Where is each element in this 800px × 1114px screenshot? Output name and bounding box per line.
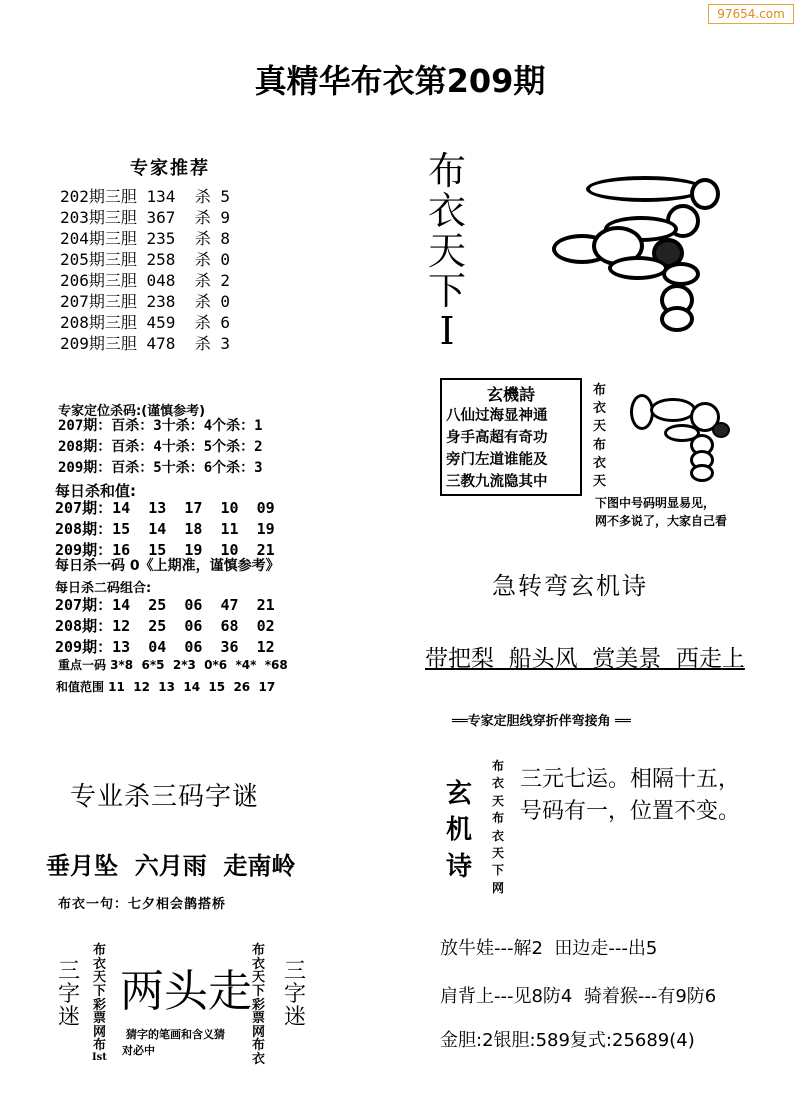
expert-line: ══专家定胆线穿折伴弯接角 ══ [452,714,631,729]
label-char: 字 [58,982,81,1008]
v-char: 网 [492,880,505,895]
expert-heading: 专家推荐 [130,158,210,179]
v-char: 衣 [593,401,607,417]
tianxia-char: I [439,308,455,353]
site-watermark: 97654.com [708,4,794,24]
expert-row: 207期三胆 238 杀 0 [60,292,230,311]
expert-row: 208期三胆 459 杀 6 [60,313,230,332]
expert-row: 203期三胆 367 杀 9 [60,208,230,227]
expert-row: 204期三胆 235 杀 8 [60,229,230,248]
note-line: 网不多说了，大家自己看 [595,514,728,528]
figure-ring-icon [608,256,668,280]
position-kill-heading: 专家定位杀码:(谨慎参考) [58,404,206,419]
tips-line: 金胆:2银胆:589复式:25689(4) [440,1030,695,1051]
expert-row: 202期三胆 134 杀 5 [60,187,230,206]
v-char: 天 [252,970,266,986]
tips-line: 放牛娃---解2 田边走---出5 [440,938,658,959]
daily-sum-row: 207期：14 13 17 10 09 [55,499,275,517]
v-char: 天 [92,970,106,986]
hint-line: 猜字的笔画和含义猜 [126,1028,225,1041]
three-char-label-right [284,960,306,1029]
label-char: 迷 [58,1005,81,1031]
daily-sum-row: 208期：15 14 18 11 19 [55,520,275,538]
tianxia-char: 衣 [428,188,467,233]
poem-line: 旁门左道谁能及 [446,451,548,468]
daily-two-row: 209期：13 04 06 36 12 [55,638,275,656]
v-char: 彩 [252,997,266,1013]
poem1-box [440,378,582,496]
label-char: 字 [284,982,307,1008]
v-char: 布 [252,1038,266,1054]
page-title: 真精华布衣第209期 [254,62,546,100]
label-char: 三 [58,959,81,984]
label-char: 诗 [446,851,473,882]
v-char: 衣 [252,956,266,972]
hint-line: 对必中 [122,1044,155,1057]
poem-line: 八仙过海显神通 [446,407,548,424]
tianxia-char: 下 [428,268,467,313]
v-char: 衣 [92,956,106,972]
note-char: 下 [595,496,608,510]
note-line: 图中号码明显易见， [607,496,716,510]
v-char: 衣 [252,1052,266,1068]
daily-two-list [55,595,275,658]
v-char: 布 [92,943,106,958]
daily-two-row: 207期：14 25 06 47 21 [55,596,275,614]
position-kill-row: 209期：百杀：5十杀：6个杀：3 [58,460,263,476]
poem2-side-caption [492,758,504,897]
v-char: 彩 [92,997,106,1013]
tianxia-char: 布 [428,149,467,193]
v-char: 布 [593,383,607,398]
poem2-line: 号码有一，位置不变。 [520,799,741,824]
expert-row: 209期三胆 478 杀 3 [60,334,230,353]
number-figure-2 [626,388,736,478]
v-char: Ist [92,1052,107,1064]
poem1-lines [442,405,580,493]
riddle-heading: 专业杀三码字谜 [70,782,260,812]
figure-note [595,494,715,511]
daily-sum-heading: 每日杀和值: [55,482,136,500]
position-kill-list [58,416,263,479]
daily-sum-list [55,498,275,561]
v-char: 天 [593,473,607,489]
expert-row: 205期三胆 258 杀 0 [60,250,230,269]
v-char: 布 [492,811,505,826]
figure-ring-icon [690,178,720,210]
v-char: 网 [92,1024,106,1040]
daily-sum-row: 209期：16 15 19 10 21 [55,541,275,559]
v-char: 天 [492,845,505,860]
v-char: 下 [92,983,106,999]
three-char-label-left [58,960,80,1029]
daily-one-kill: 每日杀一码 0《上期准，谨慎参考》 [55,558,280,574]
sum-range: 和值范围 11 12 13 14 15 26 17 [56,680,276,694]
figure-ring-icon [660,306,694,332]
tianxia-char: 天 [428,228,467,273]
v-char: 布 [92,1038,106,1054]
v-char: 下 [252,983,266,999]
v-char: 票 [252,1011,266,1027]
daily-two-row: 208期：12 25 06 68 02 [55,617,275,635]
v-char: 网 [252,1024,266,1040]
v-char: 票 [92,1011,106,1027]
sharp-turn-text: 带把梨 船头风 赏美景 西走上 [425,646,745,672]
big-word: 两头走 [120,966,252,1017]
riddle-subline: 布衣一句：七夕相会鹊搭桥 [58,897,227,912]
riddle-text: 垂月坠 六月雨 走南岭 [46,852,296,880]
daily-two-heading: 每日杀二码组合: [55,581,152,596]
vertical-caption-left [92,944,107,1064]
poem1-heading: 玄機詩 [486,385,535,404]
v-char: 天 [593,419,607,435]
v-char: 布 [492,759,505,773]
position-kill-row: 208期：百杀：4十杀：5个杀：2 [58,439,263,455]
poem2-line: 三元七运。相隔十五， [520,767,741,792]
v-char: 衣 [492,776,505,791]
poem2-label [446,776,472,885]
v-char: 布 [252,943,266,958]
poem1-side-caption [593,382,606,491]
figure-ring-icon [662,262,700,286]
figure-dot-icon [712,422,730,438]
vertical-caption-right [252,944,265,1067]
v-char: 衣 [593,455,607,471]
label-char: 迷 [284,1005,307,1031]
sharp-turn-heading: 急转弯玄机诗 [492,572,648,600]
expert-list [60,186,230,354]
label-char: 机 [446,815,473,846]
v-char: 下 [492,863,505,878]
v-char: 布 [593,437,607,453]
position-kill-row: 207期：百杀：3十杀：4个杀：1 [58,418,263,434]
figure-ring-icon [586,176,704,202]
v-char: 衣 [492,828,505,843]
label-char: 三 [284,959,307,984]
number-figure-1 [548,168,738,328]
v-char: 天 [492,793,505,808]
tips-line: 肩背上---见8防4 骑着猴---有9防6 [440,986,717,1007]
expert-row: 206期三胆 048 杀 2 [60,271,230,290]
label-char: 玄 [446,779,473,809]
tianxia-vertical [428,149,467,353]
poem-line: 身手高超有奇功 [446,429,548,446]
poem-line: 三教九流隐其中 [446,473,548,490]
key-code: 重点一码 3*8 6*5 2*3 0*6 *4* *68 [58,658,288,672]
figure-ring-icon [690,464,714,482]
